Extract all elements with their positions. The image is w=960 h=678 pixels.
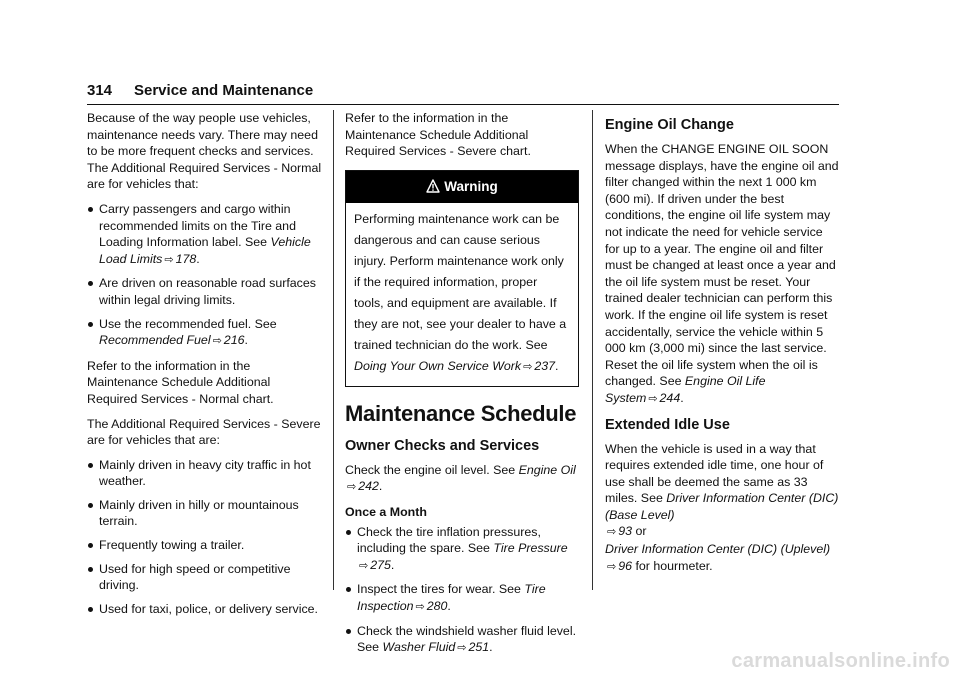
oil-change-paragraph: When the CHANGE ENGINE OIL SOON message displays, have the engine oil and filter changed within the next 1 000 km (600 mi). If driven under the best conditions, the engine oil life system may not indicate the need for vehicle service for up to a year. The engine oil and filter must be changed at least once a year and the oil life system must be reset. Your trained dealer technician can perform this work. If the engine oil life system is reset accidentally, service the vehicle within 5 000 km (3,000 mi) since the last service. Reset the oil life system when the oil is changed. See Engine Oil Life System ⇨ 244. [605,142,839,405]
cross-reference-link[interactable]: Washer Fluid [382,640,456,655]
refer-normal-paragraph: Refer to the information in the Maintenance Schedule Additional Required Services - Normal chart. [87,358,274,406]
warning-text: Performing maintenance work can be dangerous and can cause serious injury. Perform maintenance work only if the required information, proper tools, and equipment are available. If they are not, see your dealer to have a trained technician do the work. See [354,211,567,352]
warning-header [346,171,578,203]
column-divider [333,110,334,590]
oil-change-text: When the CHANGE ENGINE OIL SOON message displays, have the engine oil and filter changed within the next 1 000 km (600 mi). If driven under the best conditions, the engine oil life system may not indicate the need for vehicle service for up to a year. The engine oil and filter must be changed at least once a year and the oil life system must be reset. Your trained dealer technician can perform this work. If the engine oil life system is reset accidentally, service the vehicle within 5 000 km (3,000 mi) since the last service. Reset the oil life system when the oil is changed. See [605,142,839,389]
list-item: Used for taxi, police, or delivery service. [87,601,323,618]
cross-reference-link[interactable]: Driver Information Center (DIC) (Uplevel) [605,542,831,557]
page-ref[interactable]: 275 [370,557,391,572]
item-text: Use the recommended fuel. See [99,316,277,331]
page-number: 314 [87,82,113,99]
list-item: Used for high speed or competitive driving. [87,561,323,594]
list-item: Mainly driven in heavy city traffic in hot weather. [87,457,323,490]
idle-tail-text: for hourmeter. [635,558,713,573]
cross-reference-link[interactable]: Recommended Fuel [99,333,211,348]
column-middle [345,110,579,665]
cross-reference-link[interactable]: Engine Oil [518,462,576,477]
severe-intro-paragraph: The Additional Required Services - Severe are for vehicles that are: [87,416,321,448]
normal-conditions-list [87,201,323,350]
column-right [605,110,839,583]
list-item: Check the windshield washer fluid level. See Washer Fluid ⇨ 251. [345,623,579,657]
subheading-owner-checks: Owner Checks and Services [345,437,540,454]
page-ref-arrow-icon: ⇨ [457,642,467,655]
page-ref-arrow-icon: ⇨ [607,560,617,573]
column-left [87,110,323,625]
list-item: Check the tire inflation pressures, including the spare. See Tire Pressure ⇨ 275. [345,524,579,575]
page-ref[interactable]: 93 [618,524,633,539]
check-text: Check the engine oil level. See [345,462,519,477]
subheading-engine-oil-change: Engine Oil Change [605,117,734,133]
warning-box [345,170,579,387]
page-ref[interactable]: 178 [175,251,197,266]
page-ref-arrow-icon: ⇨ [415,600,425,613]
cross-reference-link[interactable]: Doing Your Own Service Work [354,358,522,373]
section-title: Service and Maintenance [134,82,314,99]
idle-paragraph [605,441,839,576]
site-watermark: carmanualsonline.info [731,650,950,672]
page-ref-arrow-icon: ⇨ [523,360,533,373]
page-ref[interactable]: 216 [223,333,245,348]
item-text: Check the windshield washer fluid level. See [357,623,577,655]
warning-title: Warning [444,178,498,194]
cross-reference-link[interactable]: Vehicle Load Limits [99,235,311,266]
list-item: Are driven on reasonable road surfaces within legal driving limits. [87,275,323,308]
page-ref-arrow-icon: ⇨ [347,481,357,494]
page-ref[interactable]: 244 [659,390,681,405]
cross-reference-link[interactable]: Engine Oil Life System [605,374,766,405]
list-item: Inspect the tires for wear. See Tire Inspection ⇨ 280. [345,581,579,615]
page-ref[interactable]: 96 [618,558,633,573]
page-ref[interactable]: 280 [426,598,448,613]
warning-triangle-icon [426,179,440,193]
refer-severe-paragraph: Refer to the information in the Maintenance Schedule Additional Required Services - Severe chart. [345,111,531,159]
page-ref[interactable]: 251 [468,640,490,655]
list-item: Frequently towing a trailer. [87,537,323,554]
cross-reference-link[interactable]: Tire Inspection [357,582,546,613]
item-text: Carry passengers and cargo within recommended limits on the Tire and Loading Information label. See [99,201,296,250]
page-ref[interactable]: 237 [534,358,556,373]
page-ref-arrow-icon: ⇨ [212,335,222,348]
page-ref-arrow-icon: ⇨ [164,253,174,266]
main-heading: Maintenance Schedule [345,400,577,426]
page-ref-arrow-icon: ⇨ [607,526,617,539]
page-ref[interactable]: 242 [358,479,379,494]
oil-check-paragraph: Check the engine oil level. See Engine Oil ⇨ 242. [345,462,576,494]
intro-paragraph: Because of the way people use vehicles, maintenance needs vary. There may need to be more frequent checks and services. The Additional Required Services - Normal are for vehicles that: [87,111,322,192]
list-item: Carry passengers and cargo within recommended limits on the Tire and Loading Information label. See Vehicle Load Limits ⇨ 178. [87,201,323,268]
cross-reference-link[interactable]: Driver Information Center (DIC) (Base Level) [605,491,839,522]
page-ref-arrow-icon: ⇨ [648,392,658,405]
severe-conditions-list [87,457,323,618]
column-divider [592,110,593,590]
cross-reference-link[interactable]: Tire Pressure [493,541,568,556]
item-text: Check the tire inflation pressures, including the spare. See [357,524,541,556]
page-ref-arrow-icon: ⇨ [359,559,369,572]
page-header [87,78,839,105]
subheading-once-a-month: Once a Month [345,504,427,519]
idle-text: When the vehicle is used in a way that requires extended idle time, one hour of use shall be deemed the same as 33 miles. See [605,441,824,506]
item-text: Inspect the tires for wear. See [357,582,525,597]
subheading-extended-idle: Extended Idle Use [605,416,730,433]
monthly-checks-list [345,524,579,657]
warning-body: Performing maintenance work can be dangerous and can cause serious injury. Perform maintenance work only if the required information, proper tools, and equipment are available. If they are not, see your dealer to have a trained technician do the work. See Doing Your Own Service Work ⇨ 237. [354,211,567,373]
or-text: or [635,524,647,539]
list-item: Mainly driven in hilly or mountainous terrain. [87,497,323,530]
list-item: Use the recommended fuel. See Recommended Fuel ⇨ 216. [87,316,323,350]
